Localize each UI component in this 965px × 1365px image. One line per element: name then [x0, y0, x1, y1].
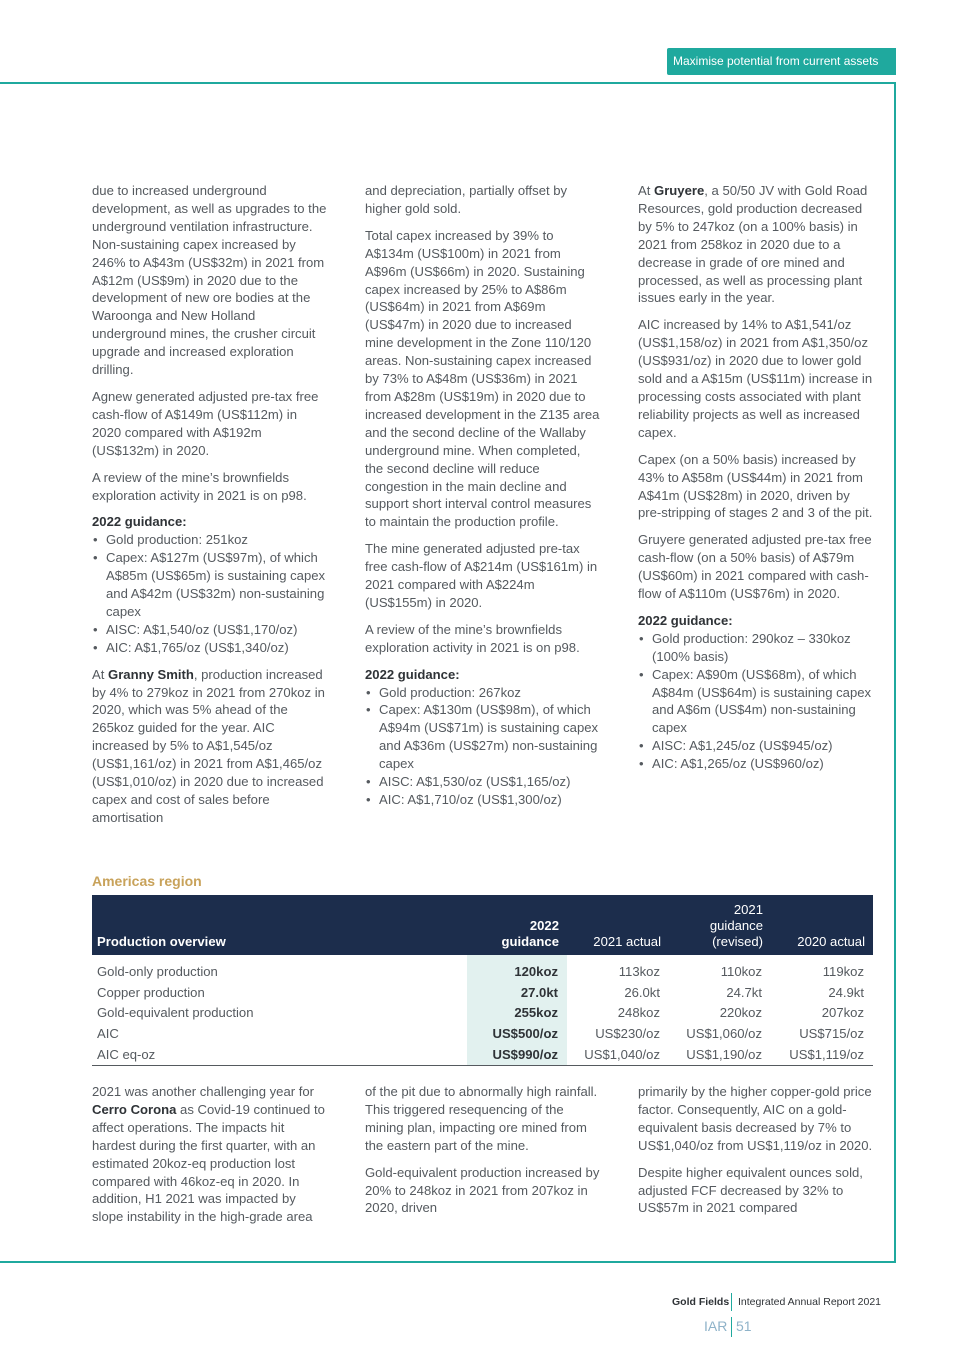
paragraph: The mine generated adjusted pre-tax free cash-flow of A$214m (US$161m) in 2021 compared with A$224m (US$155m) in 2020.	[365, 541, 598, 610]
column-1	[92, 182, 328, 836]
list-item: • AIC: A$1,765/oz (US$1,340/oz)	[92, 639, 328, 657]
paragraph: of the pit due to abnormally high rainfall. This triggered resequencing of the mining plan, impacting ore mined from the eastern part of the mine.	[365, 1084, 598, 1153]
row-label: AIC eq-oz	[92, 1044, 467, 1065]
cell-2021-revised: 110koz	[720, 963, 762, 979]
list-item: • Capex: A$90m (US$68m), of which A$84m (US$64m) is sustaining capex and A$6m (US$4m) non-sustaining capex	[638, 666, 874, 738]
bottom-column-3	[638, 1083, 874, 1226]
paragraph: Agnew generated adjusted pre-tax free cash-flow of A$149m (US$112m) in 2020 compared with A$192m (US$132m) in 2020.	[92, 388, 319, 458]
cell-2020-actual: US$715/oz	[799, 1026, 864, 1042]
table-row	[92, 1023, 873, 1044]
paragraph	[92, 666, 328, 827]
production-overview-table	[92, 895, 873, 1066]
cell-2021-actual: US$1,040/oz	[567, 1044, 669, 1065]
list-item: • AISC: A$1,245/oz (US$945/oz)	[638, 737, 874, 755]
section-tag: Maximise potential from current assets	[667, 48, 896, 75]
text: At	[92, 666, 109, 682]
paragraph: and depreciation, partially offset by higher gold sold.	[365, 183, 568, 216]
region-title: Americas region	[92, 873, 202, 889]
cell-2020-actual: 207koz	[821, 1005, 864, 1021]
list-item: • AIC: A$1,265/oz (US$960/oz)	[638, 755, 874, 773]
cell-2022-guidance: 27.0kt	[467, 982, 567, 1003]
guidance-heading: 2022 guidance:	[92, 514, 187, 530]
text: , production increased by 4% to 279koz in 2021 from 270koz in 2020, which was 5% ahead of the 265koz guided for the year. AIC increased by 5% to A$1,545/oz (US$1,161/oz) in 2021 from A$1,465/oz (US$1,010/oz) in 2020 due to increased capex and cost of sales before amortisation	[92, 666, 325, 825]
cell-2022-guidance: US$500/oz	[467, 1023, 567, 1044]
frame-bottom-rule	[0, 1261, 896, 1263]
paragraph: A review of the mine’s brownfields exploration activity in 2021 is on p98.	[92, 469, 307, 503]
paragraph: Despite higher equivalent ounces sold, adjusted FCF decreased by 32% to US$57m in 2021 compared	[638, 1164, 863, 1216]
header-text: (revised)	[712, 934, 763, 949]
cell-2021-revised: 220koz	[719, 1005, 762, 1021]
paragraph	[92, 1083, 328, 1226]
iar-label: IAR	[704, 1318, 728, 1334]
company-name: Gold Fields	[672, 1296, 730, 1308]
text: as Covid-19 continued to affect operations. The impacts hit hardest during the first quarter, with an estimated 20koz-eq production lost compared with 46koz-eq in 2020. In addition, H1 2021 was impacted by slope instability in the high-grade area	[92, 1101, 325, 1225]
header-2021-guidance-revised	[669, 895, 771, 955]
table-row	[92, 1044, 873, 1065]
row-label: AIC	[97, 1026, 119, 1042]
paragraph: Gruyere generated adjusted pre-tax free cash-flow (on a 50% basis) of A$79m (US$60m) in 2021 compared with cash-flow of A$110m (US$76m) in 2020.	[638, 532, 872, 602]
header-2020-actual: 2020 actual	[797, 934, 865, 949]
mine-name-cerro-corona: Cerro Corona	[92, 1101, 177, 1117]
cell-2020-actual: 24.9kt	[828, 984, 864, 1000]
bottom-column-1	[92, 1083, 328, 1235]
cell-2021-revised: US$1,060/oz	[686, 1026, 762, 1042]
list-item: • Gold production: 267koz	[365, 684, 601, 702]
cell-2021-revised: US$1,190/oz	[669, 1044, 771, 1065]
cell-2022-guidance: 255koz	[467, 1003, 567, 1024]
table-row	[92, 982, 873, 1003]
paragraph: AIC increased by 14% to A$1,541/oz (US$1,158/oz) in 2021 from A$1,350/oz (US$931/oz) in 2020 due to lower gold sold and a A$15m (US$11m) increase in processing costs associated with plant reliability projects as well as increased capex.	[638, 317, 873, 440]
mine-name-gruyere: Gruyere	[654, 183, 705, 198]
paragraph: Total capex increased by 39% to A$134m (US$100m) in 2021 from A$96m (US$66m) in 2020. Sustaining capex increased by 25% to A$86m (US$64m) in 2021 from A$69m (US$47m) in 2020 due to increased mine development in the Zone 110/120 areas. Non-sustaining capex increased by 73% to A$48m (US$36m) in 2021 from A$28m (US$19m) in 2020 due to increased development in the Z135 area and the second decline of the Wallaby underground mine. When completed, the second decline will reduce congestion in the main decline and support short interval control measures to maintain the production profile.	[365, 227, 600, 530]
text: At	[638, 183, 655, 198]
footer-company	[672, 1296, 729, 1308]
list-item: • Capex: A$127m (US$97m), of which A$85m (US$65m) is sustaining capex and A$42m (US$32m) non-sustaining capex	[92, 549, 328, 621]
table-header-row	[92, 895, 873, 955]
row-label: Gold-equivalent production	[97, 1005, 254, 1021]
list-item: • Gold production: 251koz	[92, 531, 328, 549]
cell-2022-guidance: US$990/oz	[467, 1044, 567, 1065]
cell-2021-actual: US$230/oz	[595, 1026, 660, 1042]
cell-2021-actual: 113koz	[618, 963, 660, 979]
paragraph: due to increased underground development, as well as upgrades to the underground ventilation infrastructure. Non-sustaining capex increased by 246% to A$43m (US$32m) in 2021 from A$12m (US$9m) in 2020 due to the development of new ore bodies at the Waroonga and New Holland underground mines, the crusher circuit upgrade and increased exploration drilling.	[92, 183, 327, 378]
row-label: Gold-only production	[97, 963, 218, 979]
column-2	[365, 182, 601, 818]
list-item: • AISC: A$1,540/oz (US$1,170/oz)	[92, 621, 328, 639]
footer-report-title: Integrated Annual Report 2021	[738, 1296, 882, 1308]
list-item: • AIC: A$1,710/oz (US$1,300/oz)	[365, 791, 601, 809]
frame-top-rule	[0, 82, 896, 84]
cell-2021-revised: 24.7kt	[726, 984, 762, 1000]
list-item: • Gold production: 290koz – 330koz (100% basis)	[638, 630, 874, 666]
table-row	[92, 1003, 873, 1024]
paragraph: A review of the mine’s brownfields exploration activity in 2021 is on p98.	[365, 621, 580, 655]
table-row	[92, 955, 873, 982]
cell-2021-actual: 248koz	[617, 1005, 660, 1021]
frame-right-rule	[894, 82, 896, 1263]
page-divider	[731, 1317, 732, 1337]
cell-2022-guidance: 120koz	[467, 955, 567, 982]
mine-name-granny-smith: Granny Smith	[108, 666, 194, 682]
text: , a 50/50 JV with Gold Road Resources, gold production decreased by 5% to 247koz (on a 100% basis) in 2021 from 258koz in 2020 due to a decrease in grade of ore mined and processed, as well as processing plant issues early in the year.	[638, 183, 868, 306]
footer-divider	[731, 1293, 732, 1311]
page-number: 51	[736, 1318, 752, 1334]
guidance-list	[638, 630, 874, 773]
header-text: 2021	[733, 902, 763, 917]
guidance-list	[92, 531, 328, 656]
guidance-heading: 2022 guidance:	[638, 612, 733, 628]
paragraph: Gold-equivalent production increased by 20% to 248koz in 2021 from 207koz in 2020, driven	[365, 1164, 600, 1216]
paragraph: primarily by the higher copper-gold price factor. Consequently, AIC on a gold-equivalent basis decreased by 7% to US$1,040/oz from US$1,119/oz in 2020.	[638, 1084, 873, 1153]
header-2022-guidance	[467, 895, 567, 955]
guidance-list	[365, 684, 601, 809]
cell-2021-actual: 26.0kt	[624, 984, 660, 1000]
header-production-overview: Production overview	[97, 934, 226, 949]
paragraph: Capex (on a 50% basis) increased by 43% to A$58m (US$44m) in 2021 from A$41m (US$28m) in 2020, driven by pre-stripping of stages 2 and 3 of the pit.	[638, 451, 873, 521]
header-text: guidance	[709, 918, 763, 933]
cell-2020-actual: 119koz	[822, 963, 864, 979]
bottom-column-2	[365, 1083, 601, 1226]
header-text: 2022	[529, 918, 559, 933]
column-3	[638, 182, 874, 782]
paragraph	[638, 182, 874, 307]
list-item: • AISC: A$1,530/oz (US$1,165/oz)	[365, 773, 601, 791]
row-label: Copper production	[97, 984, 205, 1000]
guidance-heading: 2022 guidance:	[365, 666, 460, 682]
cell-2020-actual: US$1,119/oz	[771, 1044, 873, 1065]
text: 2021 was another challenging year for	[92, 1084, 315, 1099]
header-2021-actual: 2021 actual	[593, 934, 661, 949]
list-item: • Capex: A$130m (US$98m), of which A$94m (US$71m) is sustaining capex and A$36m (US$27m) non-sustaining capex	[365, 701, 601, 773]
header-text: guidance	[501, 934, 559, 949]
